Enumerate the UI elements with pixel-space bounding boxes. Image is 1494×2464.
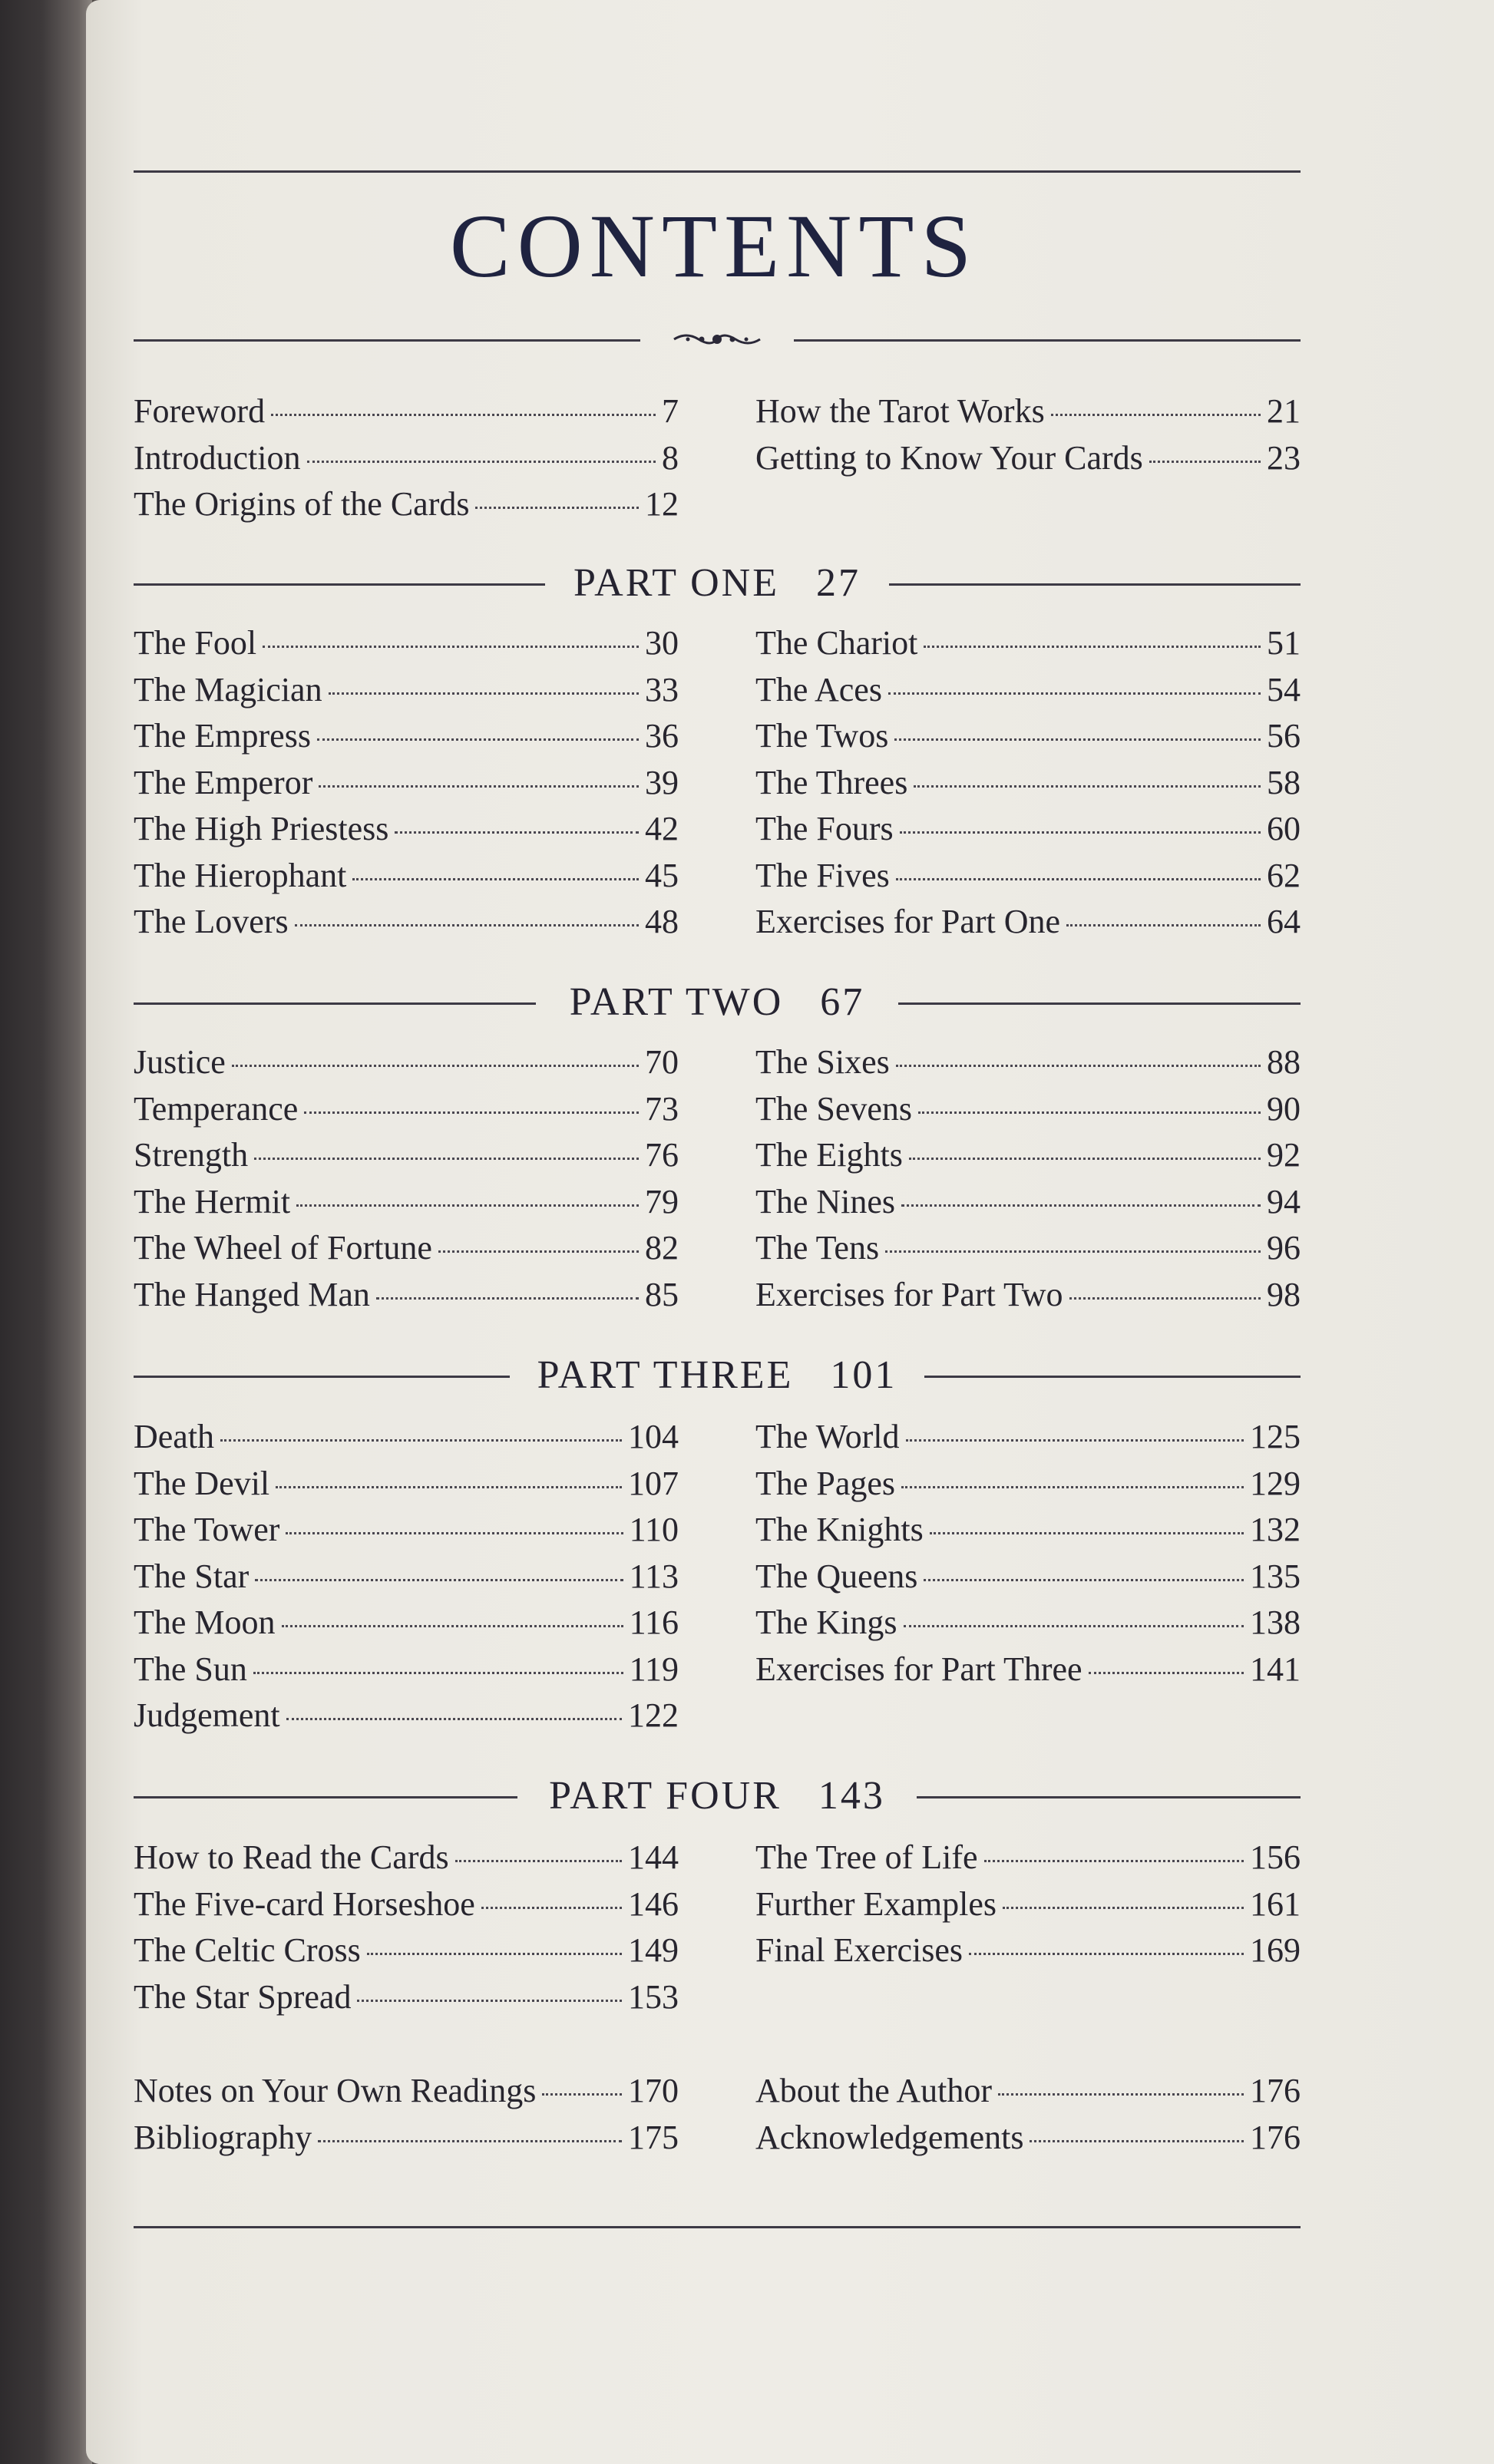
entry-page: 23 [1267, 438, 1301, 477]
entry-title: Final Exercises [755, 1931, 963, 1969]
toc-entry[interactable] [755, 1417, 1301, 1464]
toc-entry[interactable] [134, 391, 679, 438]
entry-title: Exercises for Part Two [755, 1275, 1063, 1313]
dot-leader [317, 738, 639, 741]
toc-entry[interactable] [134, 1931, 679, 1977]
toc-entry[interactable] [755, 438, 1301, 485]
entry-page: 73 [645, 1089, 679, 1128]
part-one-header [134, 560, 1301, 606]
title-rule-right [794, 339, 1301, 342]
entry-title: Death [134, 1418, 215, 1455]
entry-page: 98 [1267, 1275, 1301, 1313]
dot-leader [542, 2093, 622, 2096]
part-four-header [134, 1773, 1301, 1819]
entry-page: 45 [645, 856, 679, 894]
entry-page: 113 [629, 1557, 679, 1595]
entry-title: The Queens [755, 1557, 918, 1595]
entry-title: Introduction [134, 438, 301, 477]
entry-page: 7 [662, 392, 679, 430]
entry-title: About the Author [755, 2072, 992, 2109]
dot-leader [282, 1625, 623, 1627]
toc-entry[interactable] [134, 438, 679, 485]
toc-entry[interactable] [755, 856, 1301, 903]
toc-entry[interactable] [755, 2071, 1301, 2118]
dot-leader [930, 1532, 1244, 1534]
toc-entry[interactable] [755, 1510, 1301, 1557]
part-two-header [134, 979, 1301, 1026]
entry-title: Notes on Your Own Readings [134, 2072, 537, 2109]
entry-page: 104 [628, 1418, 679, 1455]
toc-entry[interactable] [134, 623, 679, 670]
entry-title: The Fives [755, 856, 890, 894]
toc-entry[interactable] [134, 1603, 679, 1650]
dot-leader [918, 1111, 1261, 1114]
entry-title: The Sevens [755, 1089, 913, 1128]
entry-title: How the Tarot Works [755, 392, 1045, 430]
entry-title: The Devil [134, 1464, 270, 1502]
dot-leader [255, 1579, 623, 1581]
dot-leader [295, 924, 639, 926]
part-three-right-column [755, 1417, 1301, 1696]
part-label: PART TWO 67 [569, 980, 865, 1024]
part-three-header [134, 1353, 1301, 1399]
dot-leader [1003, 1907, 1244, 1909]
entry-page: 39 [645, 763, 679, 801]
entry-title: The Pages [755, 1464, 896, 1502]
toc-entry[interactable] [755, 1089, 1301, 1136]
bottom-rule [134, 2226, 1301, 2228]
entry-title: How to Read the Cards [134, 1838, 449, 1876]
toc-entry[interactable] [755, 1884, 1301, 1931]
toc-entry[interactable] [134, 1135, 679, 1182]
part-two-left-column [134, 1042, 679, 1321]
dot-leader [376, 1297, 639, 1300]
toc-entry[interactable] [134, 1838, 679, 1884]
entry-page: 149 [628, 1931, 679, 1969]
entry-page: 64 [1267, 903, 1301, 940]
dot-leader [367, 1953, 622, 1955]
entry-title: The Tens [755, 1229, 880, 1267]
dot-leader [914, 785, 1261, 788]
toc-entry[interactable] [755, 1135, 1301, 1182]
entry-page: 76 [645, 1136, 679, 1174]
entry-title: Strength [134, 1136, 249, 1174]
entry-title: The Aces [755, 670, 882, 708]
dot-leader [1066, 924, 1261, 926]
toc-entry[interactable] [134, 2118, 679, 2165]
toc-entry[interactable] [755, 623, 1301, 670]
toc-entry[interactable] [134, 809, 679, 856]
entry-page: 90 [1267, 1089, 1301, 1128]
entry-title: The Empress [134, 717, 311, 755]
entry-page: 21 [1267, 392, 1301, 430]
entry-page: 42 [645, 810, 679, 847]
page-title: CONTENTS [449, 196, 979, 296]
back-right-column [755, 2071, 1301, 2164]
entry-title: The Tree of Life [755, 1838, 978, 1876]
entry-title: The Star [134, 1557, 250, 1595]
entry-title: Justice [134, 1043, 226, 1081]
entry-page: 79 [645, 1182, 679, 1220]
dot-leader [984, 1860, 1244, 1862]
dot-leader [924, 1579, 1244, 1581]
dot-leader [263, 646, 639, 648]
toc-entry[interactable] [755, 1603, 1301, 1650]
back-left-column [134, 2071, 679, 2164]
entry-page: 129 [1250, 1464, 1301, 1502]
entry-page: 54 [1267, 670, 1301, 708]
top-rule [134, 170, 1301, 173]
toc-entry[interactable] [755, 670, 1301, 717]
toc-entry[interactable] [134, 1042, 679, 1089]
entry-page: 169 [1250, 1931, 1301, 1969]
dot-leader [304, 1111, 639, 1114]
ornament-icon [671, 329, 763, 350]
dot-leader [455, 1860, 622, 1862]
dot-leader [438, 1250, 639, 1253]
dot-leader [475, 507, 639, 509]
toc-entry[interactable] [755, 902, 1301, 949]
entry-page: 141 [1250, 1650, 1301, 1688]
entry-page: 94 [1267, 1182, 1301, 1220]
entry-page: 170 [628, 2072, 679, 2109]
entry-page: 135 [1250, 1557, 1301, 1595]
entry-title: Exercises for Part Three [755, 1650, 1082, 1688]
dot-leader [885, 1250, 1261, 1253]
toc-entry[interactable] [134, 2071, 679, 2118]
intro-right-column [755, 391, 1301, 484]
toc-entry[interactable] [134, 484, 679, 531]
entry-title: The Eights [755, 1136, 903, 1174]
entry-title: Further Examples [755, 1884, 997, 1923]
toc-entry[interactable] [134, 1228, 679, 1275]
entry-title: The Star Spread [134, 1977, 352, 2016]
entry-page: 119 [629, 1650, 679, 1688]
entry-page: 56 [1267, 717, 1301, 755]
entry-page: 132 [1250, 1511, 1301, 1548]
part-four-right-column [755, 1838, 1301, 1977]
dot-leader [904, 1625, 1244, 1627]
part-one-right-column [755, 623, 1301, 949]
entry-page: 156 [1250, 1838, 1301, 1876]
toc-entry[interactable] [755, 1182, 1301, 1229]
entry-page: 88 [1267, 1043, 1301, 1081]
dot-leader [307, 461, 656, 463]
entry-page: 70 [645, 1043, 679, 1081]
entry-title: The Wheel of Fortune [134, 1229, 432, 1267]
part-label: PART ONE 27 [573, 561, 861, 605]
entry-page: 161 [1250, 1884, 1301, 1923]
entry-title: The Chariot [755, 624, 918, 662]
entry-page: 82 [645, 1229, 679, 1267]
dot-leader [318, 2140, 622, 2142]
dot-leader [1069, 1297, 1261, 1300]
part-four-left-column [134, 1838, 679, 2023]
dot-leader [319, 785, 639, 788]
dot-leader [286, 1718, 622, 1720]
toc-entry[interactable] [134, 670, 679, 717]
dot-leader [357, 2000, 622, 2002]
toc-entry[interactable] [134, 902, 679, 949]
entry-page: 33 [645, 670, 679, 708]
entry-title: The Emperor [134, 763, 313, 801]
dot-leader [276, 1486, 622, 1488]
part-three-left-column [134, 1417, 679, 1742]
dot-leader [896, 878, 1261, 880]
entry-title: The World [755, 1418, 900, 1455]
entry-title: Bibliography [134, 2118, 312, 2156]
dot-leader [900, 831, 1261, 834]
entry-title: The Fours [755, 810, 894, 847]
toc-entry[interactable] [755, 1650, 1301, 1696]
entry-title: The Lovers [134, 903, 289, 940]
dot-leader [220, 1439, 622, 1442]
toc-entry[interactable] [755, 1228, 1301, 1275]
entry-page: 92 [1267, 1136, 1301, 1174]
entry-title: Judgement [134, 1696, 280, 1734]
part-two-right-column [755, 1042, 1301, 1321]
entry-title: The Origins of the Cards [134, 485, 470, 523]
dot-leader [924, 646, 1261, 648]
entry-title: The Fool [134, 624, 257, 662]
toc-entry[interactable] [755, 2118, 1301, 2165]
dot-leader [1089, 1672, 1244, 1674]
toc-entry[interactable] [755, 1042, 1301, 1089]
toc-entry[interactable] [755, 1464, 1301, 1511]
dot-leader [286, 1532, 623, 1534]
toc-entry[interactable] [755, 391, 1301, 438]
entry-page: 125 [1250, 1418, 1301, 1455]
dot-leader [1030, 2140, 1244, 2142]
intro-left-column [134, 391, 679, 531]
entry-page: 36 [645, 717, 679, 755]
toc-entry[interactable] [134, 1417, 679, 1464]
dot-leader [352, 878, 639, 880]
part-one-left-column [134, 623, 679, 949]
entry-page: 116 [629, 1604, 679, 1641]
entry-title: The Sixes [755, 1043, 890, 1081]
dot-leader [395, 831, 639, 834]
entry-page: 12 [645, 485, 679, 523]
entry-title: Temperance [134, 1089, 299, 1128]
entry-page: 138 [1250, 1604, 1301, 1641]
part-label: PART THREE 101 [537, 1353, 897, 1397]
dot-leader [888, 692, 1261, 695]
entry-title: The Knights [755, 1511, 924, 1548]
dot-leader [1051, 414, 1261, 416]
toc-entry[interactable] [134, 1464, 679, 1511]
dot-leader [296, 1204, 639, 1207]
part-label: PART FOUR 143 [549, 1774, 885, 1818]
entry-title: Exercises for Part One [755, 903, 1061, 940]
entry-title: The Nines [755, 1182, 896, 1220]
entry-title: The High Priestess [134, 810, 389, 847]
entry-title: The Hierophant [134, 856, 347, 894]
entry-title: Acknowledgements [755, 2118, 1024, 2156]
dot-leader [232, 1065, 639, 1067]
toc-entry[interactable] [134, 1884, 679, 1931]
entry-page: 176 [1250, 2072, 1301, 2109]
toc-entry[interactable] [134, 1977, 679, 2024]
entry-page: 51 [1267, 624, 1301, 662]
entry-title: The Threes [755, 763, 908, 801]
entry-page: 85 [645, 1275, 679, 1313]
entry-title: The Five-card Horseshoe [134, 1884, 475, 1923]
toc-entry[interactable] [755, 716, 1301, 763]
entry-page: 30 [645, 624, 679, 662]
entry-title: The Hanged Man [134, 1275, 370, 1313]
toc-entry[interactable] [755, 1557, 1301, 1604]
toc-entry[interactable] [134, 1650, 679, 1696]
dot-leader [969, 1953, 1244, 1955]
book-page [86, 0, 1494, 2464]
entry-title: Foreword [134, 392, 266, 430]
dot-leader [901, 1486, 1244, 1488]
toc-entry[interactable] [755, 1931, 1301, 1977]
title-rule-left [134, 339, 640, 342]
dot-leader [909, 1158, 1261, 1160]
toc-entry[interactable] [134, 1182, 679, 1229]
dot-leader [254, 1158, 639, 1160]
toc-entry[interactable] [755, 1838, 1301, 1884]
entry-title: The Sun [134, 1650, 247, 1688]
entry-page: 96 [1267, 1229, 1301, 1267]
toc-entry[interactable] [755, 1275, 1301, 1322]
entry-title: The Moon [134, 1604, 276, 1641]
entry-page: 8 [662, 438, 679, 477]
dot-leader [253, 1672, 623, 1674]
entry-page: 107 [628, 1464, 679, 1502]
dot-leader [901, 1204, 1261, 1207]
dot-leader [481, 1907, 622, 1909]
dot-leader [329, 692, 639, 695]
toc-entry[interactable] [755, 763, 1301, 810]
entry-page: 58 [1267, 763, 1301, 801]
entry-page: 176 [1250, 2118, 1301, 2156]
toc-entry[interactable] [134, 856, 679, 903]
dot-leader [271, 414, 656, 416]
entry-title: The Magician [134, 670, 322, 708]
entry-page: 60 [1267, 810, 1301, 847]
entry-page: 144 [628, 1838, 679, 1876]
entry-page: 110 [629, 1511, 679, 1548]
toc-entry[interactable] [134, 716, 679, 763]
dot-leader [896, 1065, 1261, 1067]
toc-entry[interactable] [134, 1557, 679, 1604]
entry-title: Getting to Know Your Cards [755, 438, 1143, 477]
entry-page: 175 [628, 2118, 679, 2156]
book-spine-shadow [0, 0, 92, 2464]
toc-entry[interactable] [755, 809, 1301, 856]
entry-title: The Celtic Cross [134, 1931, 361, 1969]
dot-leader [1149, 461, 1261, 463]
entry-page: 153 [628, 1977, 679, 2016]
dot-leader [998, 2093, 1244, 2096]
entry-title: The Kings [755, 1604, 897, 1641]
entry-title: The Twos [755, 717, 889, 755]
toc-entry[interactable] [134, 1510, 679, 1557]
toc-entry[interactable] [134, 1696, 679, 1742]
entry-page: 122 [628, 1696, 679, 1734]
toc-entry[interactable] [134, 1275, 679, 1322]
toc-entry[interactable] [134, 1089, 679, 1136]
entry-title: The Hermit [134, 1182, 291, 1220]
entry-page: 62 [1267, 856, 1301, 894]
entry-page: 146 [628, 1884, 679, 1923]
toc-entry[interactable] [134, 763, 679, 810]
dot-leader [894, 738, 1261, 741]
entry-title: The Tower [134, 1511, 280, 1548]
entry-page: 48 [645, 903, 679, 940]
dot-leader [906, 1439, 1244, 1442]
